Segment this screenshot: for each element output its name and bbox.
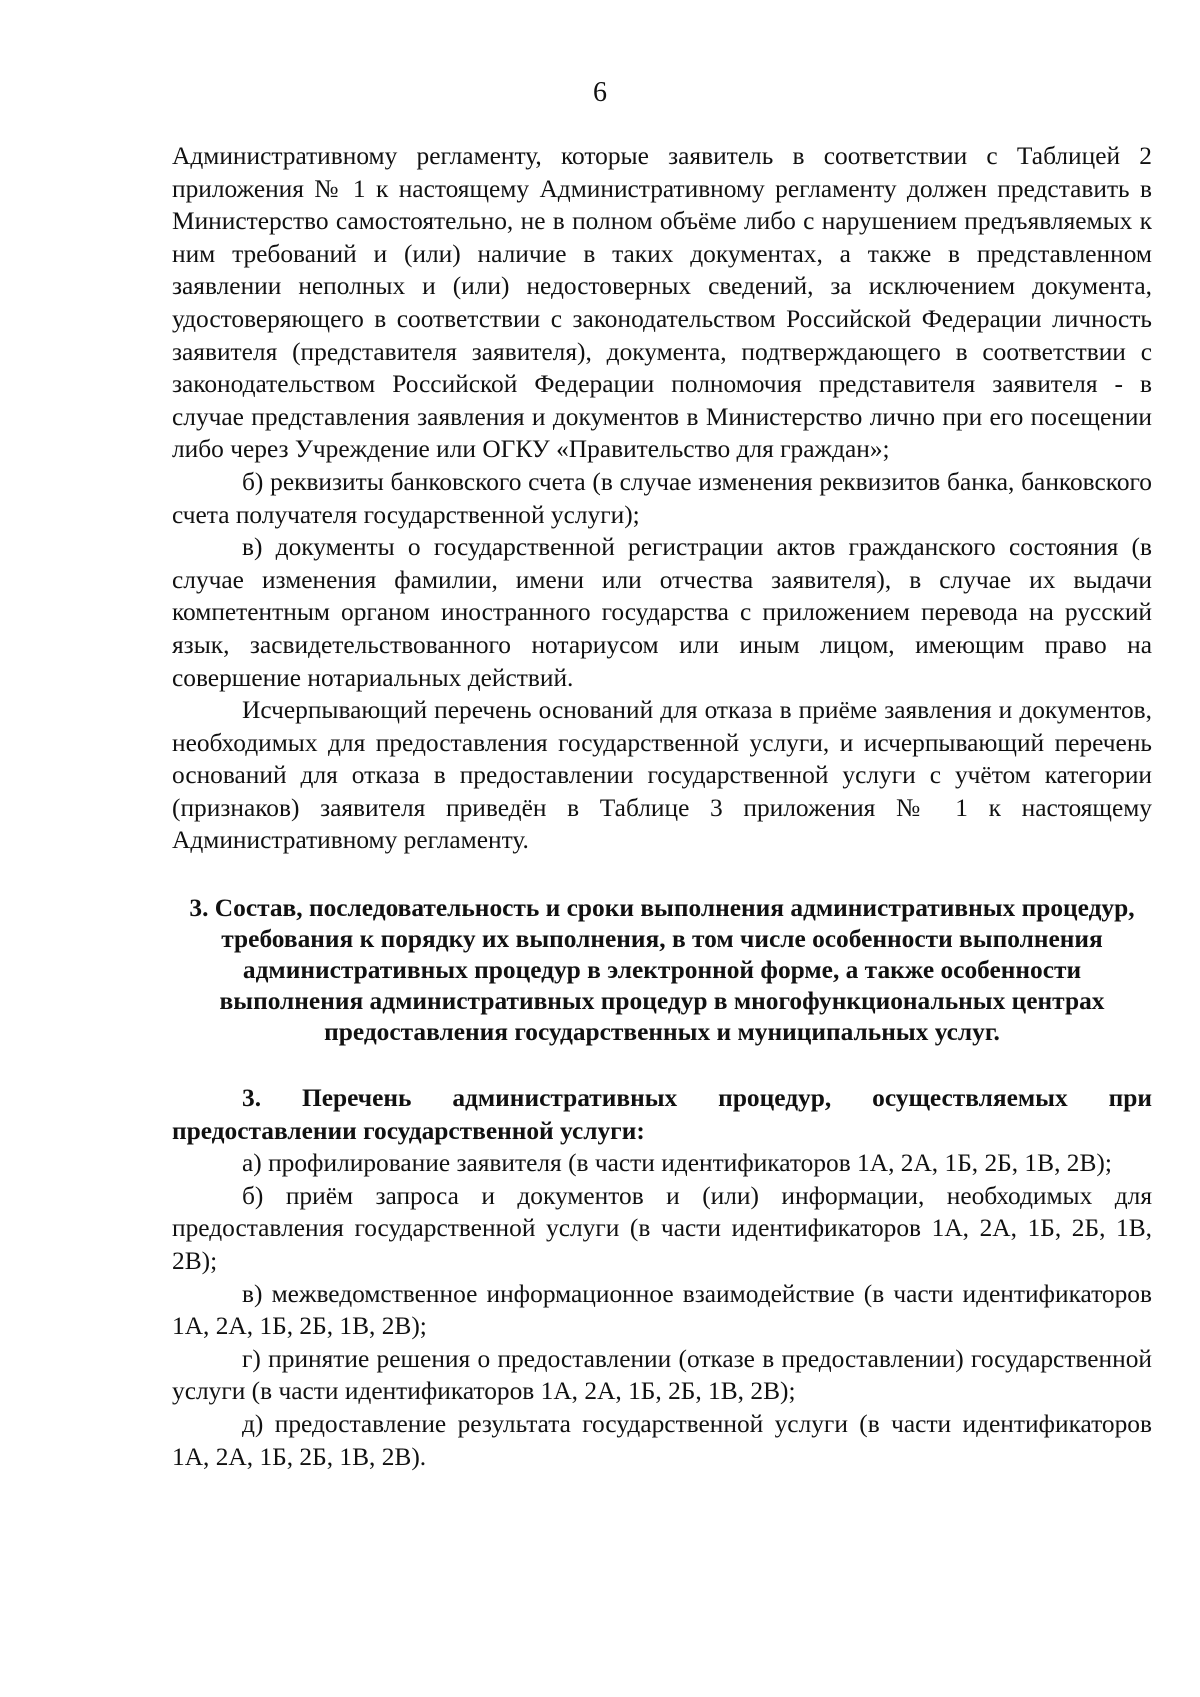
procedure-item-g: г) принятие решения о предоставлении (отказе в предоставлении) государственной услуги (в части идентификаторов 1А, 2А, 1Б, 2Б, 1В, 2В); xyxy=(172,1344,1152,1406)
section-heading: 3. Состав, последовательность и сроки выполнения административных процедур, требования к порядку их выполнения, в том числе особенности выполнения административных процедур в электронной форме, а также особенности выполнения административных процедур в многофункциональных центрах предоставления государственных и муниципальных услуг. xyxy=(189,894,1135,1047)
paragraph-item-v: в) документы о государственной регистрации актов гражданского состояния (в случае изменения фамилии, имени или отчества заявителя), в случае их выдачи компетентным органом иностранного государства с приложением перевода на русский язык, засвидетельствованного нотариусом или иным лицом, имеющим право на совершение нотариальных действий. xyxy=(172,533,1152,692)
procedure-item-d: д) предоставление результата государственной услуги (в части идентификаторов 1А, 2А, 1Б, 2Б, 1В, 2В). xyxy=(172,1410,1152,1471)
procedure-item-b: б) приём запроса и документов и (или) информации, необходимых для предоставления государственной услуги (в части идентификаторов 1А, 2А, 1Б, 2Б, 1В, 2В); xyxy=(172,1181,1152,1276)
procedure-item-a: а) профилирование заявителя (в части идентификаторов 1А, 2А, 1Б, 2Б, 1В, 2В); xyxy=(242,1149,1112,1178)
paragraph-item-b: б) реквизиты банковского счета (в случае изменения реквизитов банка, банковского счета получателя государственной услуги); xyxy=(172,467,1152,529)
subsection-heading: 3. Перечень административных процедур, осуществляемых при предоставлении государственной услуги: xyxy=(172,1084,1152,1145)
page-number: 6 xyxy=(593,77,607,108)
paragraph-continuation: Административному регламенту, которые заявитель в соответствии с Таблицей 2 приложения № 1 к настоящему Административному регламенту должен представить в Министерство самостоятельно, не в полном объёме либо с нарушением предъявляемых к ним требований и (или) наличие в таких документах, а также в представленном заявлении неполных и (или) недостоверных сведений, за исключением документа, удостоверяющего в соответствии с законодательством Российской Федерации личность заявителя (представителя заявителя), документа, подтверждающего в соответствии с законодательством Российской Федерации полномочия представителя заявителя - в случае представления заявления и документов в Министерство лично при его посещении либо через Учреждение или ОГКУ «Правительство для граждан»; xyxy=(172,142,1152,464)
procedure-item-v: в) межведомственное информационное взаимодействие (в части идентификаторов 1А, 2А, 1Б, 2Б, 1В, 2В); xyxy=(172,1279,1152,1341)
paragraph-refusal-grounds: Исчерпывающий перечень оснований для отказа в приёме заявления и документов, необходимых для предоставления государственной услуги, и исчерпывающий перечень оснований для отказа в предоставлении государственной услуги с учётом категории (признаков) заявителя приведён в Таблице 3 приложения № 1 к настоящему Административному регламенту. xyxy=(172,696,1152,855)
document-body xyxy=(172,140,1152,1473)
